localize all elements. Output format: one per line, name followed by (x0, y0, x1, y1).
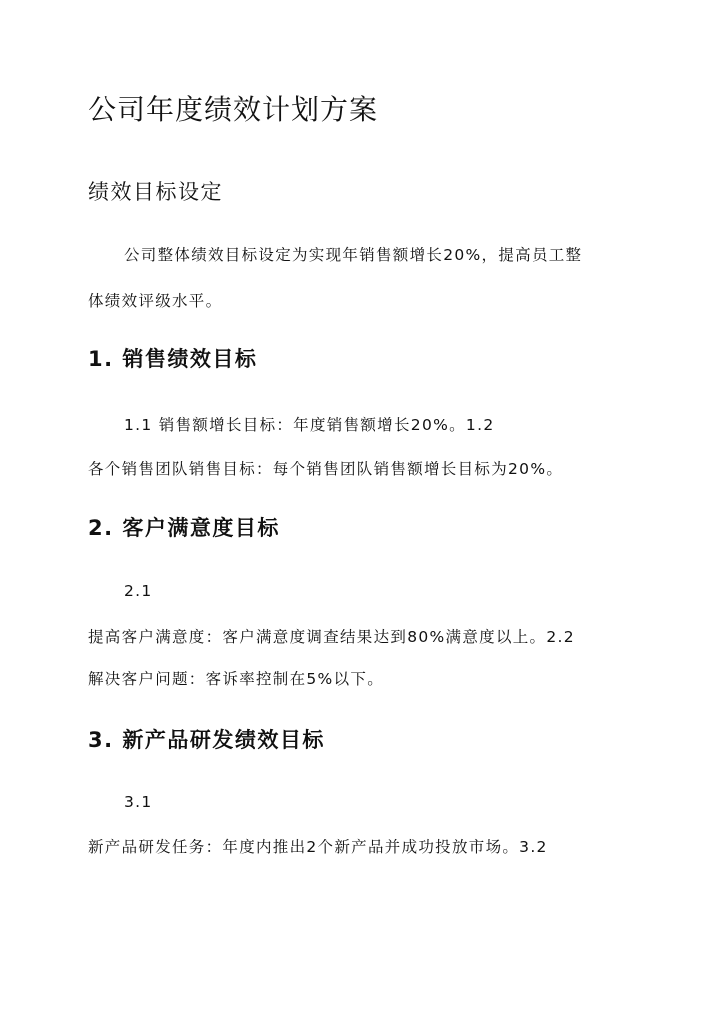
sales-line-1: 1.1 销售额增长目标：年度销售额增长20%。1.2 (124, 416, 495, 434)
rd-line-1: 3.1 (124, 793, 153, 811)
rd-line-2: 新产品研发任务：年度内推出2个新产品并成功投放市场。3.2 (88, 838, 548, 856)
customer-line-1: 2.1 (124, 582, 153, 600)
document-title: 公司年度绩效计划方案 (88, 93, 379, 126)
intro-line-2: 体绩效评级水平。 (88, 292, 223, 310)
customer-line-3: 解决客户问题：客诉率控制在5%以下。 (88, 670, 384, 688)
heading-new-product-rd: 3. 新产品研发绩效目标 (88, 728, 325, 752)
customer-line-2: 提高客户满意度：客户满意度调查结果达到80%满意度以上。2.2 (88, 628, 575, 646)
heading-sales-performance: 1. 销售绩效目标 (88, 347, 258, 371)
intro-line-1: 公司整体绩效目标设定为实现年销售额增长20%，提高员工整 (124, 246, 583, 264)
sales-line-2: 各个销售团队销售目标：每个销售团队销售额增长目标为20%。 (88, 460, 564, 478)
section-heading: 绩效目标设定 (88, 180, 223, 204)
heading-customer-satisfaction: 2. 客户满意度目标 (88, 516, 280, 540)
